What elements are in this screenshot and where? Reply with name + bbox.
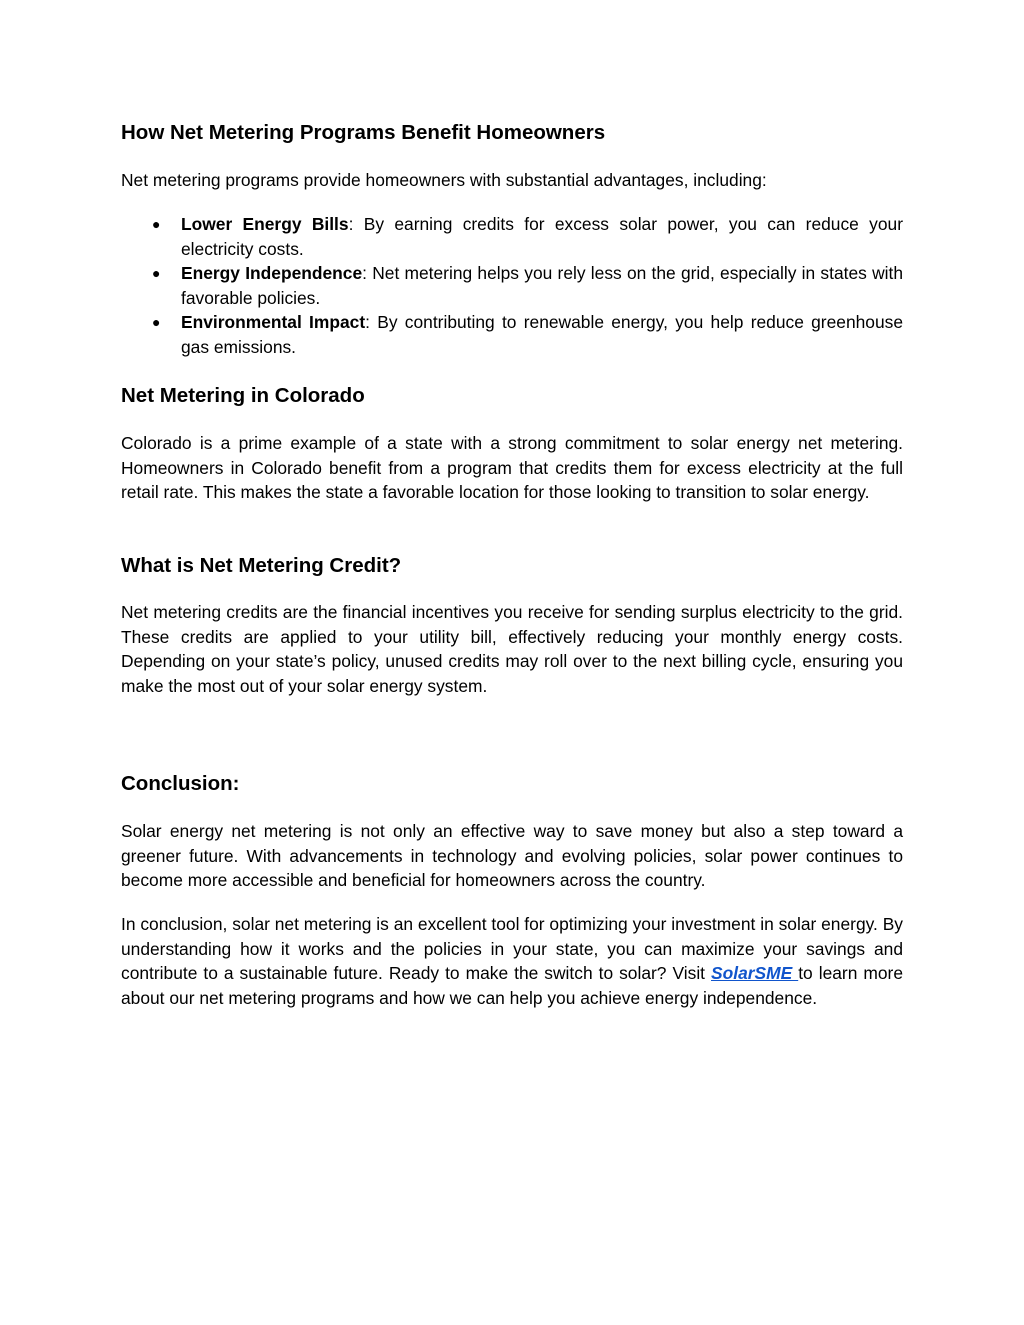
list-item-term: Energy Independence [181, 263, 363, 283]
list-item-term: Environmental Impact [181, 312, 366, 332]
heading-colorado: Net Metering in Colorado [121, 384, 365, 407]
list-item-text: : By earning credits for excess solar power, you can reduce your electricity costs. [181, 214, 903, 259]
bullet-icon: ● [152, 265, 161, 281]
colorado-paragraph: Colorado is a prime example of a state with a strong commitment to solar energy net metering. Homeowners in Colorado benefit from a program that credits them for excess electricity at the full retail rate. This makes the state a favorable location for those looking to transition to solar energy. [121, 433, 903, 502]
bullet-icon: ● [152, 314, 161, 330]
intro-paragraph: Net metering programs provide homeowners with substantial advantages, including: [121, 170, 767, 190]
conclusion-paragraph-1: Solar energy net metering is not only an effective way to save money but also a step toward a greener future. With advancements in technology and evolving policies, solar power continues to become more accessible and beneficial for homeowners across the country. [121, 821, 903, 890]
solarsme-link[interactable]: SolarSME [711, 963, 799, 983]
credit-paragraph: Net metering credits are the financial incentives you receive for sending surplus electricity to the grid. These credits are applied to your utility bill, effectively reducing your monthly energy costs. Depending on your state’s policy, unused credits may roll over to the next billing cycle, ensuring you make the most out of your solar energy system. [121, 602, 903, 696]
heading-credit: What is Net Metering Credit? [121, 554, 402, 577]
list-item [121, 310, 903, 359]
heading-conclusion: Conclusion: [121, 772, 240, 795]
list-item [121, 212, 903, 261]
list-item [121, 261, 903, 310]
list-item-text: : By contributing to renewable energy, you help reduce greenhouse gas emissions. [181, 312, 903, 357]
conclusion-text-before: In conclusion, solar net metering is an excellent tool for optimizing your investment in solar energy. By understanding how it works and the policies in your state, you can maximize your savings and contribute to a sustainable future. Ready to make the switch to solar? Visit [121, 914, 903, 983]
benefits-list [121, 212, 903, 359]
list-item-term: Lower Energy Bills [181, 214, 349, 234]
conclusion-paragraph-2 [121, 912, 903, 1010]
conclusion-text-after: to learn more about our net metering programs and how we can help you achieve energy independence. [121, 963, 903, 1008]
list-item-text: : Net metering helps you rely less on the grid, especially in states with favorable policies. [181, 263, 903, 308]
heading-benefits: How Net Metering Programs Benefit Homeowners [121, 121, 606, 144]
bullet-icon: ● [152, 216, 161, 232]
